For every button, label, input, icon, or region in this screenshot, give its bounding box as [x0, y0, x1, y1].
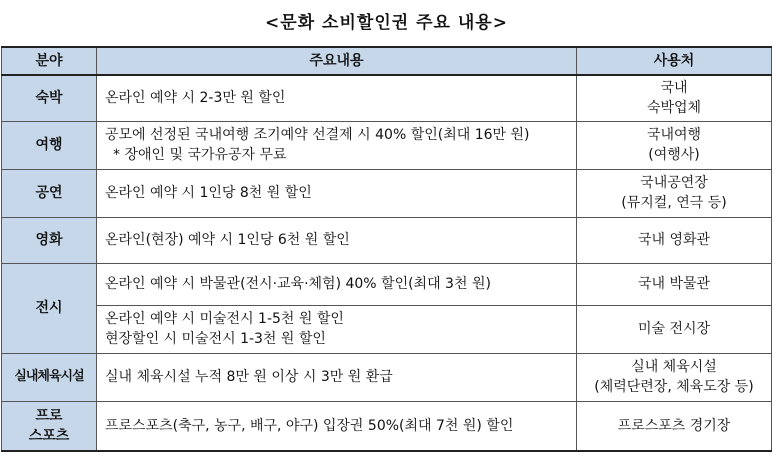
table-row-movie — [2, 217, 772, 263]
place-cell — [577, 121, 772, 169]
place-line: (체력단련장, 체육도장 등) — [594, 379, 754, 395]
table-row-indoor-sports — [2, 353, 772, 401]
table-row-lodging — [2, 75, 772, 121]
table-row-exhibition-art — [2, 305, 772, 353]
content-cell: 온라인 예약 시 2-3만 원 할인 — [97, 75, 577, 121]
place-line: 국내여행 — [646, 127, 702, 143]
content-cell: 온라인 예약 시 박물관(전시·교육·체험) 40% 할인(최대 3천 원) — [97, 263, 577, 305]
category-cell: 전시 — [2, 263, 97, 353]
category-cell: 실내체육시설 — [2, 353, 97, 401]
place-line: (뮤지컬, 연극 등) — [621, 195, 727, 211]
content-note: * 장애인 및 국가유공자 무료 — [113, 147, 287, 163]
table-header-row — [2, 47, 772, 75]
table-row-exhibition-museum — [2, 263, 772, 305]
place-line: (여행사) — [648, 147, 700, 163]
table-row-performance — [2, 169, 772, 217]
header-place: 사용처 — [577, 47, 772, 75]
content-cell — [97, 305, 577, 353]
content-line: 공모에 선정된 국내여행 조기예약 선결제 시 40% 할인(최대 16만 원) — [105, 127, 530, 143]
content-cell: 프로스포츠(축구, 농구, 배구, 야구) 입장권 50%(최대 7천 원) 할인 — [97, 401, 577, 451]
place-cell — [577, 353, 772, 401]
header-category: 분야 — [2, 47, 97, 75]
content-cell: 온라인 예약 시 1인당 8천 원 할인 — [97, 169, 577, 217]
place-line: 국내공연장 — [640, 175, 708, 191]
page-title: <문화 소비할인권 주요 내용> — [265, 13, 508, 33]
discount-table — [1, 46, 772, 452]
place-cell — [577, 75, 772, 121]
category-line: 프로 — [35, 407, 63, 424]
table-row-pro-sports — [2, 401, 772, 451]
place-line: 국내 — [660, 80, 688, 97]
category-cell: 숙박 — [2, 75, 97, 121]
content-cell: 실내 체육시설 누적 8만 원 이상 시 3만 원 환급 — [97, 353, 577, 401]
place-cell: 미술 전시장 — [577, 305, 772, 353]
place-cell: 국내 박물관 — [577, 263, 772, 305]
category-cell: 공연 — [2, 169, 97, 217]
content-cell — [97, 121, 577, 169]
content-line: 현장할인 시 미술전시 1-3천 원 할인 — [105, 331, 326, 347]
place-cell — [577, 169, 772, 217]
category-cell: 여행 — [2, 121, 97, 169]
content-line: 온라인 예약 시 미술전시 1-5천 원 할인 — [105, 311, 344, 327]
content-cell: 온라인(현장) 예약 시 1인당 6천 원 할인 — [97, 217, 577, 263]
place-cell: 국내 영화관 — [577, 217, 772, 263]
place-cell: 프로스포츠 경기장 — [577, 401, 772, 451]
table-row-travel — [2, 121, 772, 169]
header-content: 주요내용 — [97, 47, 577, 75]
place-line: 숙박업체 — [646, 100, 702, 117]
category-line: 스포츠 — [28, 427, 70, 444]
category-cell: 영화 — [2, 217, 97, 263]
category-cell — [2, 401, 97, 451]
place-line: 실내 체육시설 — [631, 359, 717, 375]
